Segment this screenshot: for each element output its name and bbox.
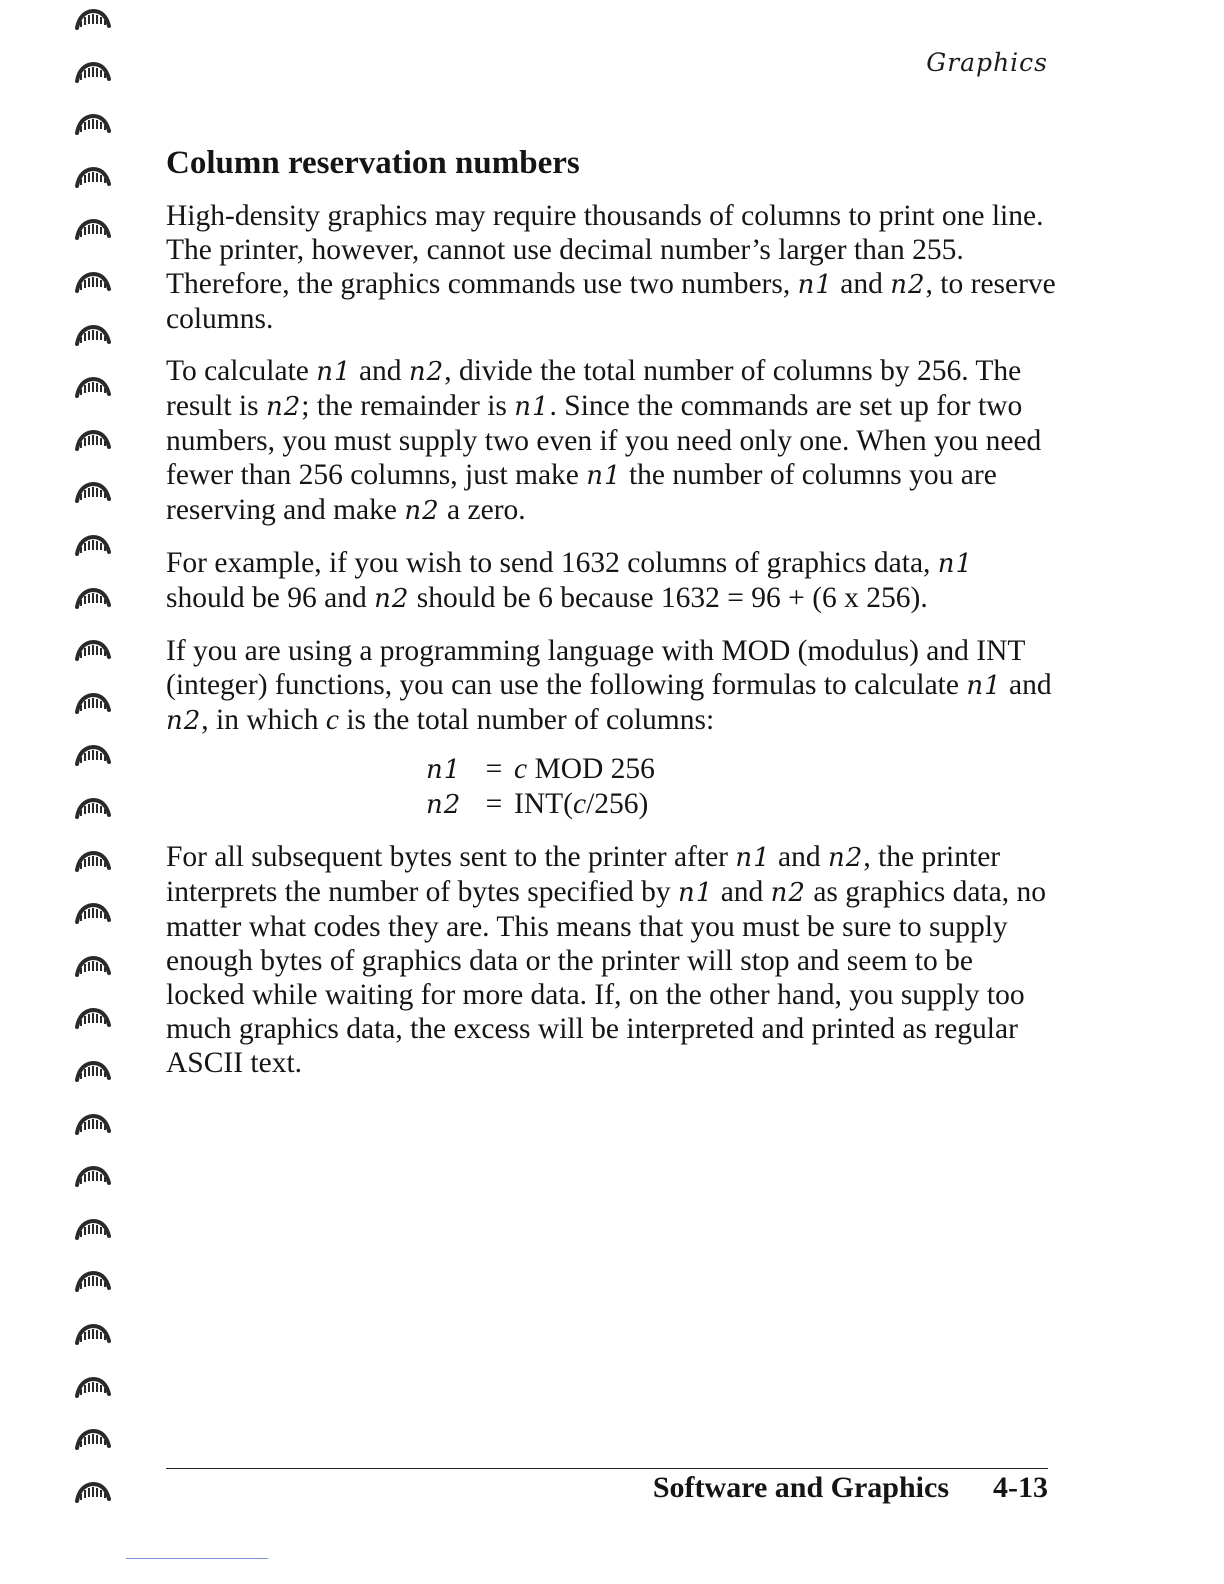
binding-ring-icon <box>74 795 112 821</box>
binding-ring-icon <box>74 900 112 926</box>
binding-ring-icon <box>74 532 112 558</box>
binding-ring-icon <box>74 1058 112 1084</box>
formula-block <box>426 752 1056 822</box>
binding-ring-icon <box>74 1374 112 1400</box>
paragraph-5: For all subsequent bytes sent to the printer after n1 and n2, the printer interprets the number of bytes specified by n1 and n2 as graphics data, no matter what codes they are. This means that you must be sure to supply enough bytes of graphics data or the printer will stop and seem to be locked while waiting for more data. If, on the other hand, you supply too much graphics data, the excess will be interpreted and printed as regular ASCII text. <box>166 841 1046 1079</box>
paragraph-1: High-density graphics may require thousands of columns to print one line. The printer, however, cannot use decimal number’s larger than 255. Therefore, the graphics commands use two numbers, n1 and n2, to reserve columns. <box>166 200 1056 335</box>
binding-ring-icon <box>74 374 112 400</box>
footer-rule <box>166 1468 1048 1469</box>
binding-ring-icon <box>74 742 112 768</box>
formula-n1: n1 = c MOD 256 <box>426 753 655 785</box>
binding-ring-icon <box>74 585 112 611</box>
binding-ring-icon <box>74 1111 112 1137</box>
binding-ring-icon <box>74 164 112 190</box>
footer <box>653 1470 1048 1506</box>
binding-ring-icon <box>74 1426 112 1452</box>
binding-ring-icon <box>74 1321 112 1347</box>
binding-ring-icon <box>74 1268 112 1294</box>
binding-ring-icon <box>74 690 112 716</box>
paragraph-4: If you are using a programming language with MOD (modulus) and INT (integer) functions, you can use the following formulas to calculate n1 and n2, in which c is the total number of columns: <box>166 635 1052 736</box>
paragraph-2: To calculate n1 and n2, divide the total number of columns by 256. The result is n2; the remainder is n1. Since the commands are set up for two numbers, you must supply two even if you need only one. When you need fewer than 256 columns, just make n1 the number of columns you are reserving and make n2 a zero. <box>166 355 1042 526</box>
binding-ring-icon <box>74 953 112 979</box>
footer-title: Software and Graphics <box>652 1471 949 1504</box>
binding-ring-icon <box>74 848 112 874</box>
paragraph-3: For example, if you wish to send 1632 columns of graphics data, n1 should be 96 and n2 should be 6 because 1632 = 96 + (6 x 256). <box>166 547 974 614</box>
binding-ring-icon <box>74 111 112 137</box>
binding-ring-icon <box>74 427 112 453</box>
binding-ring-icon <box>74 1005 112 1031</box>
running-head: Graphics <box>926 48 1048 77</box>
scan-edge-mark <box>126 1558 268 1559</box>
spiral-binding <box>62 0 132 1584</box>
binding-ring-icon <box>74 637 112 663</box>
binding-ring-icon <box>74 1216 112 1242</box>
formula-n2: n2 = INT(c/256) <box>426 788 649 820</box>
section-heading: Column reservation numbers <box>166 145 580 181</box>
binding-ring-icon <box>74 59 112 85</box>
binding-ring-icon <box>74 1163 112 1189</box>
binding-ring-icon <box>74 322 112 348</box>
binding-ring-icon <box>74 1479 112 1505</box>
binding-ring-icon <box>74 479 112 505</box>
binding-ring-icon <box>74 6 112 32</box>
page-content <box>166 143 1056 1098</box>
binding-ring-icon <box>74 269 112 295</box>
page-number: 4-13 <box>993 1471 1048 1504</box>
binding-ring-icon <box>74 216 112 242</box>
